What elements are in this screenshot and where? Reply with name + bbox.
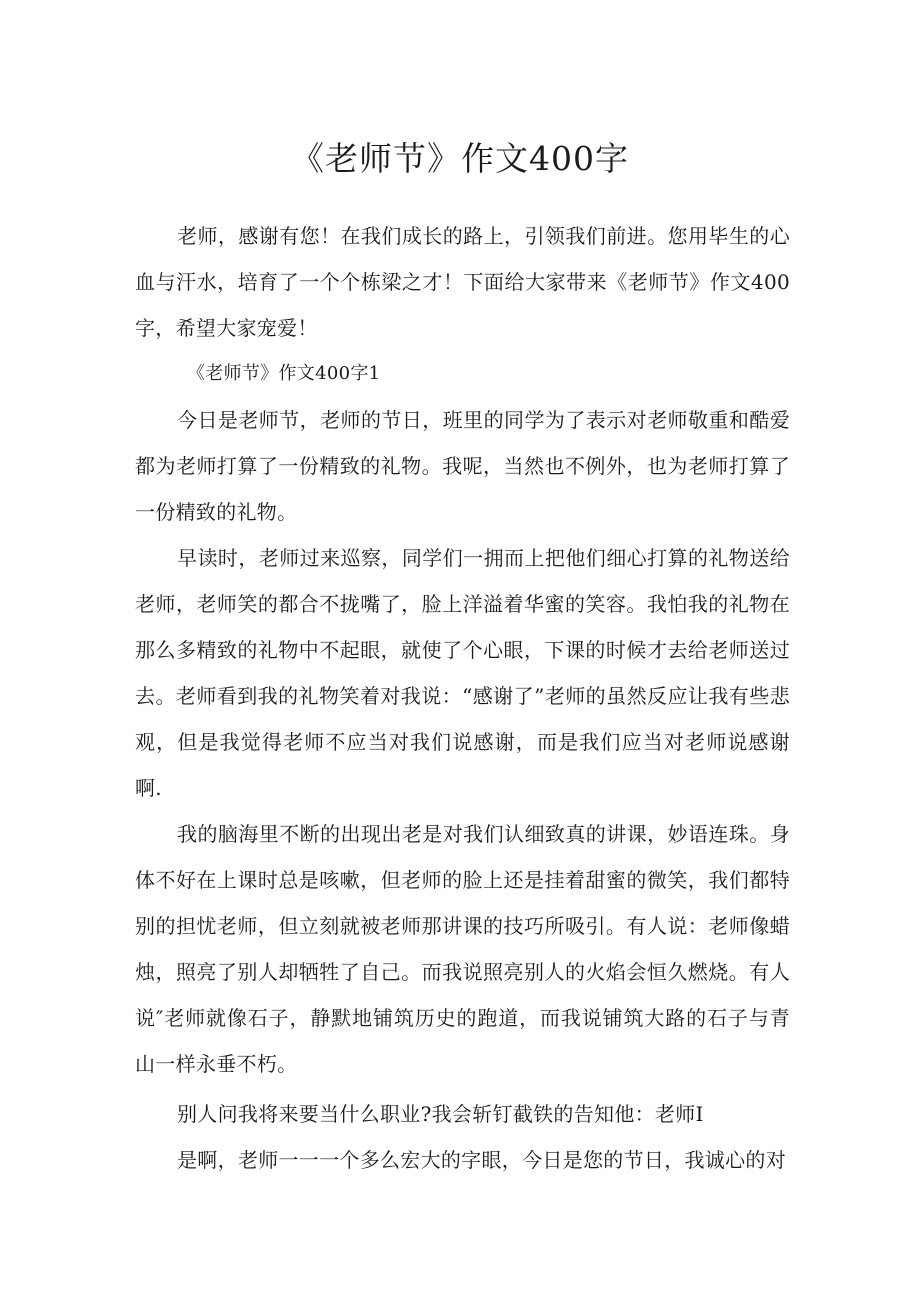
paragraph-intro: 老师，感谢有您！在我们成长的路上，引领我们前进。您用毕生的心血与汗水，培育了一个个栋梁之才！下面给大家带来《老师节》作文400字，希望大家宠爱！ — [135, 224, 790, 340]
paragraph-5: 是啊，老师一一一个多么宏大的字眼，今日是您的节日，我诚心的对 — [177, 1148, 786, 1172]
paragraph-3: 我的脑海里不断的出现出老是对我们认细致真的讲课，妙语连珠。身体不好在上课时总是咳嗽，但老师的脸上还是挂着甜蜜的微笑，我们都特别的担忧老师，但立刻就被老师那讲课的技巧所吸引。有人说：老师像蜡烛，照亮了别人却牺牲了自己。而我说照亮别人的火焰会恒久燃烧。有人说″老师就像石子，静默地铺筑历史的跑道，而我说铺筑大路的石子与青山一样永垂不朽。 — [135, 822, 790, 1076]
paragraph-1: 今日是老师节，老师的节日，班里的同学为了表示对老师敬重和酷爱都为老师打算了一份精致的礼物。我呢，当然也不例外，也为老师打算了一份精致的礼物。 — [135, 408, 790, 524]
paragraph-4: 别人问我将来要当什么职业?我会斩钉截铁的告知他：老师I — [177, 1102, 704, 1126]
document-body — [135, 213, 790, 1183]
document-title: 《老师节》作文400字 — [291, 139, 629, 178]
section-heading: 《老师节》作文400字1 — [187, 363, 381, 384]
paragraph-2: 早读时，老师过来巡察，同学们一拥而上把他们细心打算的礼物送给老师，老师笑的都合不拢嘴了，脸上洋溢着华蜜的笑容。我怕我的礼物在那么多精致的礼物中不起眼，就使了个心眼，下课的时候才去给老师送过去。老师看到我的礼物笑着对我说：“感谢了”老师的虽然反应让我有些悲观，但是我觉得老师不应当对我们说感谢，而是我们应当对老师说感谢啊. — [135, 546, 790, 800]
